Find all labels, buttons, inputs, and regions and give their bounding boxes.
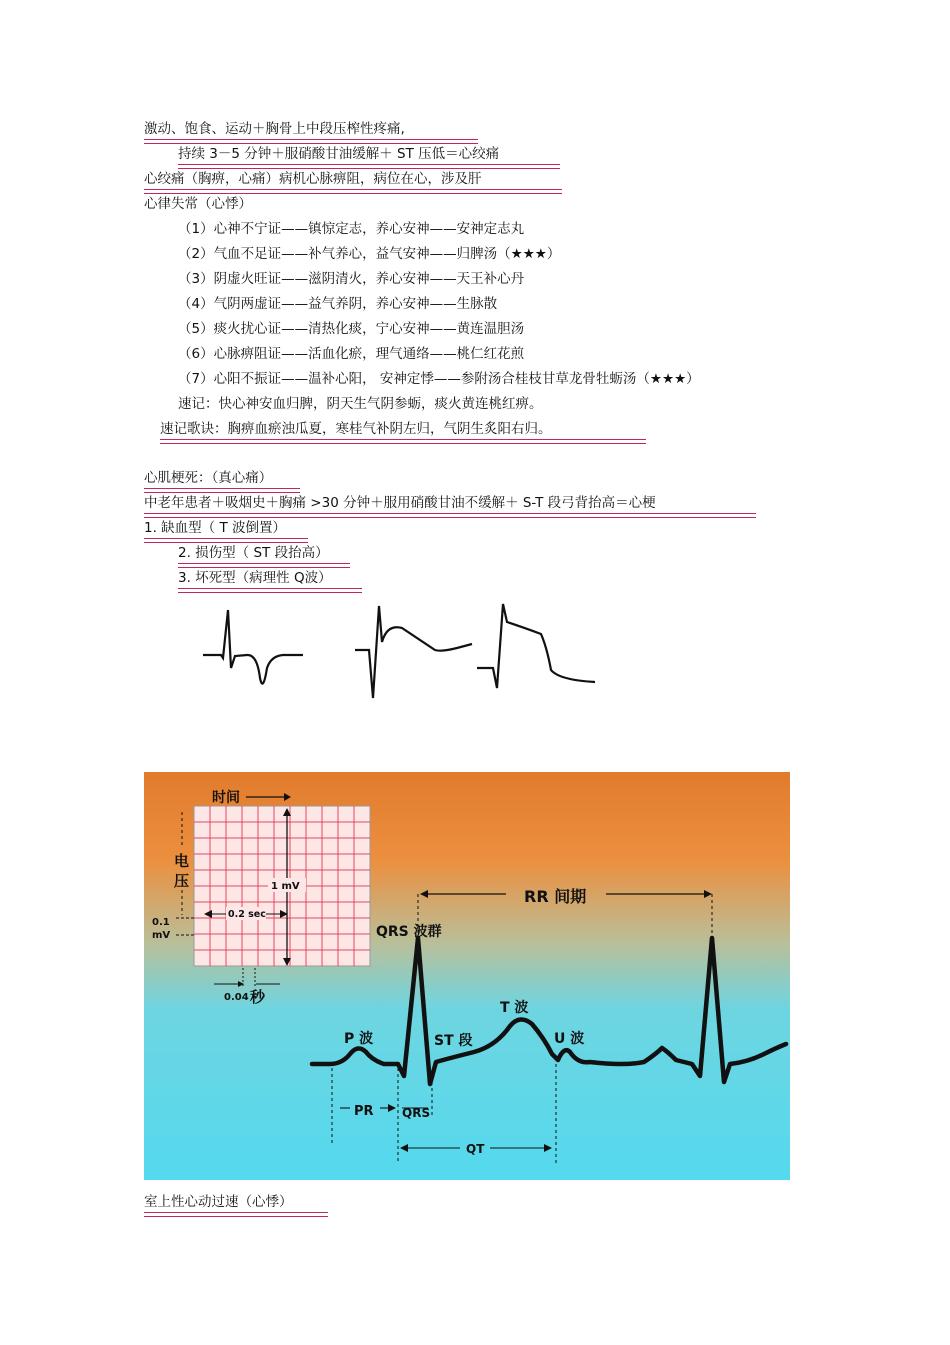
arrhythmia-mnemonic: 速记歌诀：胸痹血瘀浊瓜夏，寒桂气补阴左归，气阴生炙阳右归。 xyxy=(160,421,552,437)
underline xyxy=(178,588,362,593)
mi-type-ischemic: 1. 缺血型（ T 波倒置） xyxy=(144,520,287,536)
arrhythmia-title: 心律失常（心悸） xyxy=(144,196,252,212)
underline xyxy=(144,538,308,543)
p-wave-label: P 波 xyxy=(344,1031,374,1047)
arrhythmia-item: （4）气阴两虚证——益气养阴，养心安神——生脉散 xyxy=(178,296,498,312)
ecg-diagram-svg xyxy=(144,772,790,1180)
svt-title: 室上性心动过速（心悸） xyxy=(144,1194,293,1210)
one-mv-label: 1 mV xyxy=(271,881,300,892)
point-zero-four-label: 0.04 xyxy=(224,992,249,1003)
voltage-label-char2: 压 xyxy=(174,872,190,890)
u-wave-label: U 波 xyxy=(554,1031,585,1047)
pr-interval-label: PR xyxy=(354,1104,374,1119)
angina-trigger-line: 激动、饱食、运动＋胸骨上中段压榨性疼痛, xyxy=(144,121,405,137)
arrhythmia-item: （5）痰火扰心证——清热化痰，宁心安神——黄连温胆汤 xyxy=(178,321,525,337)
underline xyxy=(178,164,560,169)
arrhythmia-item: （6）心脉痹阻证——活血化瘀，理气通络——桃仁红花煎 xyxy=(178,346,525,362)
mv-unit-label: mV xyxy=(152,930,171,941)
underline xyxy=(144,189,562,194)
angina-pathogenesis-line: 心绞痛（胸痹，心痛）病机心脉痹阻，病位在心，涉及肝 xyxy=(144,171,482,187)
sec-char-label: 秒 xyxy=(250,988,266,1006)
angina-criteria-line: 持续 3－5 分钟＋服硝酸甘油缓解＋ ST 压低＝心绞痛 xyxy=(178,146,500,162)
arrhythmia-memo: 速记：快心神安血归脾，阴天生气阴参蛎，痰火黄连桃红痹。 xyxy=(178,396,543,412)
ischemic-waveform xyxy=(203,610,303,684)
qrs-complex-label: QRS 波群 xyxy=(376,924,442,940)
injury-waveform xyxy=(355,606,472,698)
mi-waveform-sketches xyxy=(195,598,615,708)
underline xyxy=(160,439,646,444)
arrhythmia-item: （1）心神不宁证——镇惊定志，养心安神——安神定志丸 xyxy=(178,221,525,237)
necrosis-waveform xyxy=(477,604,595,688)
mi-title: 心肌梗死：（真心痛） xyxy=(144,470,273,486)
underline xyxy=(144,513,756,518)
voltage-label-char1: 电 xyxy=(174,852,190,870)
st-segment-label: ST 段 xyxy=(434,1033,473,1049)
qrs-duration-label: QRS xyxy=(402,1106,431,1120)
underline xyxy=(178,563,350,568)
ecg-diagram xyxy=(144,772,790,1180)
arrhythmia-item: （2）气血不足证——补气养心，益气安神——归脾汤（★★★） xyxy=(178,246,561,262)
point-one-label: 0.1 xyxy=(152,917,170,928)
underline xyxy=(144,1212,328,1217)
mi-type-injury: 2. 损伤型（ ST 段抬高） xyxy=(178,545,329,561)
underline xyxy=(144,139,478,144)
mi-type-necrosis: 3. 坏死型（病理性 Q波） xyxy=(178,570,332,586)
point-two-sec-label: 0.2 sec xyxy=(228,909,266,920)
mi-criteria-line: 中老年患者＋吸烟史＋胸痛 >30 分钟＋服用硝酸甘油不缓解＋ S-T 段弓背抬高＝心梗 xyxy=(144,495,656,511)
rr-interval-label: RR 间期 xyxy=(524,887,587,906)
t-wave-label: T 波 xyxy=(500,1000,529,1016)
qt-interval-label: QT xyxy=(466,1142,485,1156)
arrhythmia-item: （7）心阳不振证——温补心阳， 安神定悸——参附汤合桂枝甘草龙骨牡蛎汤（★★★） xyxy=(178,371,700,387)
underline xyxy=(144,488,300,493)
time-label: 时间 xyxy=(212,790,240,806)
arrhythmia-item: （3）阴虚火旺证——滋阴清火，养心安神——天王补心丹 xyxy=(178,271,525,287)
